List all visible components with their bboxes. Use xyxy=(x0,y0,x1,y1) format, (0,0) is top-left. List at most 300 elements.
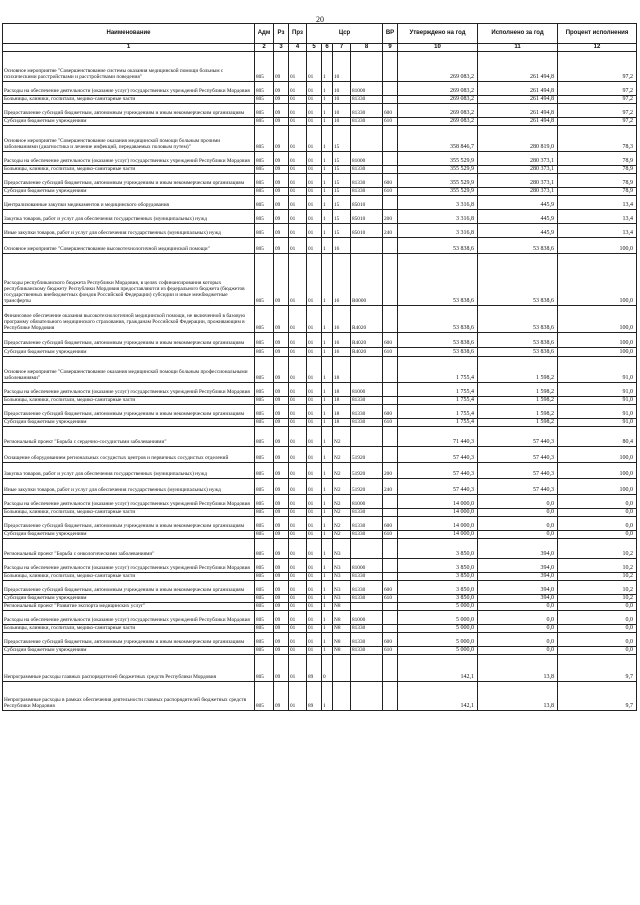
row-csr-1: 01 xyxy=(307,333,322,348)
row-percent: 13,4 xyxy=(558,224,637,238)
row-rz: 09 xyxy=(274,405,289,419)
row-executed: 53 838,6 xyxy=(478,238,558,254)
row-csr-4 xyxy=(351,655,383,682)
row-csr-3: N3 xyxy=(333,573,351,581)
row-csr-4 xyxy=(351,52,383,82)
row-percent: 91,0 xyxy=(558,397,637,405)
row-csr-4: 81000 xyxy=(351,495,383,509)
row-rz: 09 xyxy=(274,348,289,357)
row-csr-2: 1 xyxy=(322,357,333,383)
row-percent: 0,0 xyxy=(558,633,637,647)
row-csr-3: N2 xyxy=(333,509,351,517)
row-csr-2: 1 xyxy=(322,196,333,210)
row-executed: 445,9 xyxy=(478,196,558,210)
row-csr-4: 81330 xyxy=(351,188,383,196)
row-rz: 09 xyxy=(274,531,289,539)
row-percent: 0,0 xyxy=(558,509,637,517)
row-executed: 57 440,3 xyxy=(478,479,558,495)
table-row xyxy=(3,581,637,595)
row-approved: 358 846,7 xyxy=(398,126,478,152)
header-name: Наименование xyxy=(3,24,255,44)
row-csr-3: 15 xyxy=(333,196,351,210)
row-executed: 261 494,8 xyxy=(478,96,558,104)
row-rz: 09 xyxy=(274,196,289,210)
row-csr-3: N3 xyxy=(333,539,351,559)
row-adm: 805 xyxy=(255,152,274,166)
table-row xyxy=(3,254,637,306)
row-prz: 01 xyxy=(289,174,307,188)
row-percent: 78,9 xyxy=(558,174,637,188)
row-rz: 09 xyxy=(274,647,289,655)
row-csr-4 xyxy=(351,357,383,383)
row-approved: 5 000,0 xyxy=(398,625,478,633)
row-rz: 09 xyxy=(274,224,289,238)
row-csr-4: 81000 xyxy=(351,383,383,397)
row-approved: 71 440,3 xyxy=(398,427,478,447)
row-percent: 78,9 xyxy=(558,188,637,196)
row-vr xyxy=(383,152,398,166)
row-executed: 0,0 xyxy=(478,517,558,531)
table-row xyxy=(3,633,637,647)
row-executed: 261 494,8 xyxy=(478,82,558,96)
row-csr-4 xyxy=(351,539,383,559)
row-rz: 09 xyxy=(274,254,289,306)
row-adm: 805 xyxy=(255,682,274,711)
row-executed: 1 598,2 xyxy=(478,357,558,383)
row-csr-3: 18 xyxy=(333,383,351,397)
row-executed: 394,0 xyxy=(478,539,558,559)
row-name: Основное мероприятие "Совершенствование оказания медицинской помощи больным прочими заболеваниями (диагностика и лечение инфекций, передаваемых половым путем)" xyxy=(3,126,255,152)
row-vr xyxy=(383,383,398,397)
row-approved: 5 000,0 xyxy=(398,633,478,647)
row-name: Расходы республиканского бюджета Республики Мордовия, в целях софинансирования которых республиканскому бюджету Республики Мордовия предоставляются из федерального бюджета (бюджетов государственных внебюджетных фондов Российской Федерации) субсидии и иные межбюджетные трансферты xyxy=(3,254,255,306)
row-executed: 1 598,2 xyxy=(478,405,558,419)
row-name: Больницы, клиники, госпитали, медико-санитарные части xyxy=(3,166,255,174)
row-prz: 01 xyxy=(289,210,307,224)
row-adm: 805 xyxy=(255,210,274,224)
table-row xyxy=(3,224,637,238)
row-csr-4: 81330 xyxy=(351,595,383,603)
row-csr-1: 01 xyxy=(307,647,322,655)
row-csr-4: 51920 xyxy=(351,463,383,479)
row-csr-3: 15 xyxy=(333,126,351,152)
row-executed: 57 440,3 xyxy=(478,427,558,447)
row-csr-1: 01 xyxy=(307,603,322,611)
row-csr-4: 81000 xyxy=(351,611,383,625)
row-adm: 805 xyxy=(255,509,274,517)
table-row xyxy=(3,682,637,711)
row-executed: 13,8 xyxy=(478,682,558,711)
row-csr-3: 10 xyxy=(333,118,351,126)
row-name: Расходы на обеспечение деятельности (оказание услуг) государственных учреждений Республики Мордовия xyxy=(3,82,255,96)
row-adm: 805 xyxy=(255,595,274,603)
row-csr-1: 01 xyxy=(307,509,322,517)
row-prz: 01 xyxy=(289,603,307,611)
row-csr-1: 01 xyxy=(307,463,322,479)
row-adm: 805 xyxy=(255,166,274,174)
row-vr: 610 xyxy=(383,531,398,539)
row-name: Региональный проект "Развитие экспорта медицинских услуг" xyxy=(3,603,255,611)
row-adm: 805 xyxy=(255,196,274,210)
table-row xyxy=(3,603,637,611)
row-prz: 01 xyxy=(289,333,307,348)
row-rz: 09 xyxy=(274,306,289,333)
row-csr-1: 01 xyxy=(307,495,322,509)
row-csr-1: 01 xyxy=(307,82,322,96)
row-vr xyxy=(383,603,398,611)
row-adm: 805 xyxy=(255,539,274,559)
row-csr-2: 1 xyxy=(322,509,333,517)
row-executed: 53 838,6 xyxy=(478,254,558,306)
row-csr-3: 10 xyxy=(333,104,351,118)
row-approved: 3 316,8 xyxy=(398,224,478,238)
row-percent: 97,2 xyxy=(558,52,637,82)
row-rz: 09 xyxy=(274,104,289,118)
table-row xyxy=(3,397,637,405)
row-csr-1: 01 xyxy=(307,419,322,427)
row-csr-4: 81330 xyxy=(351,531,383,539)
row-rz: 09 xyxy=(274,633,289,647)
row-name: Больницы, клиники, госпитали, медико-санитарные части xyxy=(3,509,255,517)
row-executed: 394,0 xyxy=(478,573,558,581)
table-row xyxy=(3,196,637,210)
row-adm: 805 xyxy=(255,96,274,104)
row-csr-3: N2 xyxy=(333,531,351,539)
row-csr-3: 16 xyxy=(333,333,351,348)
row-csr-1: 01 xyxy=(307,52,322,82)
column-number: 9 xyxy=(383,44,398,52)
row-approved: 14 000,0 xyxy=(398,531,478,539)
row-name: Закупка товаров, работ и услуг для обеспечения государственных (муниципальных) нужд xyxy=(3,463,255,479)
table-row xyxy=(3,611,637,625)
page-number: 20 xyxy=(316,15,324,24)
row-approved: 5 000,0 xyxy=(398,603,478,611)
row-name: Субсидии бюджетным учреждениям xyxy=(3,118,255,126)
row-executed: 394,0 xyxy=(478,595,558,603)
row-percent: 0,0 xyxy=(558,625,637,633)
row-approved: 3 850,0 xyxy=(398,573,478,581)
row-approved: 3 316,8 xyxy=(398,196,478,210)
column-number: 7 xyxy=(333,44,351,52)
row-csr-3: N8 xyxy=(333,625,351,633)
row-csr-2: 1 xyxy=(322,188,333,196)
row-percent: 91,0 xyxy=(558,419,637,427)
row-approved: 14 000,0 xyxy=(398,509,478,517)
row-prz: 01 xyxy=(289,463,307,479)
row-prz: 01 xyxy=(289,397,307,405)
row-csr-2: 1 xyxy=(322,517,333,531)
row-prz: 01 xyxy=(289,348,307,357)
row-approved: 269 083,2 xyxy=(398,82,478,96)
row-csr-3: 18 xyxy=(333,397,351,405)
row-vr xyxy=(383,655,398,682)
column-number: 11 xyxy=(478,44,558,52)
column-number: 5 xyxy=(307,44,322,52)
row-executed: 445,9 xyxy=(478,224,558,238)
row-prz: 01 xyxy=(289,611,307,625)
row-csr-1: 01 xyxy=(307,196,322,210)
row-name: Региональный проект "Борьба с сердечно-сосудистыми заболеваниями" xyxy=(3,427,255,447)
row-prz: 01 xyxy=(289,306,307,333)
column-number: 10 xyxy=(398,44,478,52)
row-csr-4: 81330 xyxy=(351,405,383,419)
row-executed: 280 373,1 xyxy=(478,152,558,166)
row-csr-3: N8 xyxy=(333,603,351,611)
row-name: Иные закупки товаров, работ и услуг для обеспечения государственных (муниципальных) нужд xyxy=(3,224,255,238)
row-csr-4: 81330 xyxy=(351,581,383,595)
row-rz: 09 xyxy=(274,82,289,96)
row-csr-2: 1 xyxy=(322,463,333,479)
row-rz: 09 xyxy=(274,152,289,166)
row-csr-4: R0000 xyxy=(351,254,383,306)
budget-execution-table xyxy=(2,23,637,711)
row-executed: 0,0 xyxy=(478,625,558,633)
table-row xyxy=(3,104,637,118)
row-adm: 805 xyxy=(255,238,274,254)
row-approved: 14 000,0 xyxy=(398,495,478,509)
table-row xyxy=(3,419,637,427)
row-approved: 1 755,4 xyxy=(398,383,478,397)
row-percent: 13,4 xyxy=(558,196,637,210)
row-adm: 805 xyxy=(255,611,274,625)
row-rz: 09 xyxy=(274,52,289,82)
row-csr-3: N8 xyxy=(333,611,351,625)
row-executed: 0,0 xyxy=(478,531,558,539)
row-csr-2: 1 xyxy=(322,397,333,405)
row-adm: 805 xyxy=(255,655,274,682)
row-adm: 805 xyxy=(255,383,274,397)
table-row xyxy=(3,166,637,174)
row-executed: 1 598,2 xyxy=(478,419,558,427)
row-vr xyxy=(383,238,398,254)
row-csr-1: 01 xyxy=(307,174,322,188)
row-prz: 01 xyxy=(289,427,307,447)
column-number: 12 xyxy=(558,44,637,52)
row-csr-4 xyxy=(351,427,383,447)
row-csr-4: 81330 xyxy=(351,517,383,531)
row-vr xyxy=(383,166,398,174)
row-percent: 13,4 xyxy=(558,210,637,224)
row-percent: 91,0 xyxy=(558,405,637,419)
row-csr-4: 81330 xyxy=(351,104,383,118)
row-prz: 01 xyxy=(289,166,307,174)
row-approved: 269 083,2 xyxy=(398,104,478,118)
row-name: Предоставление субсидий бюджетным, автономным учреждениям и иным некоммерческим организациям xyxy=(3,333,255,348)
row-approved: 355 529,9 xyxy=(398,188,478,196)
row-adm: 805 xyxy=(255,647,274,655)
table-row xyxy=(3,655,637,682)
row-csr-3: 16 xyxy=(333,254,351,306)
row-csr-3: N3 xyxy=(333,595,351,603)
row-csr-1: 01 xyxy=(307,595,322,603)
row-approved: 57 440,3 xyxy=(398,447,478,463)
row-csr-1: 01 xyxy=(307,152,322,166)
row-name: Непрограммные расходы в рамках обеспечения деятельности главных распорядителей бюджетных средств Республики Мордовия xyxy=(3,682,255,711)
row-executed: 280 373,1 xyxy=(478,166,558,174)
row-percent: 100,0 xyxy=(558,333,637,348)
row-csr-1: 01 xyxy=(307,210,322,224)
row-csr-3: 18 xyxy=(333,405,351,419)
row-vr: 610 xyxy=(383,419,398,427)
row-name: Предоставление субсидий бюджетным, автономным учреждениям и иным некоммерческим организациям xyxy=(3,405,255,419)
row-name: Больницы, клиники, госпитали, медико-санитарные части xyxy=(3,397,255,405)
row-adm: 805 xyxy=(255,531,274,539)
row-approved: 269 083,2 xyxy=(398,96,478,104)
row-executed: 13,8 xyxy=(478,655,558,682)
row-name: Основное мероприятие "Совершенствование оказания медицинской помощи больным профессиональными заболеваниями" xyxy=(3,357,255,383)
row-prz: 01 xyxy=(289,539,307,559)
row-csr-2: 1 xyxy=(322,427,333,447)
row-approved: 355 529,9 xyxy=(398,166,478,174)
row-csr-3: N8 xyxy=(333,647,351,655)
row-csr-4: 81330 xyxy=(351,647,383,655)
row-percent: 78,3 xyxy=(558,126,637,152)
row-rz: 09 xyxy=(274,96,289,104)
row-adm: 805 xyxy=(255,82,274,96)
row-adm: 805 xyxy=(255,633,274,647)
row-csr-4: 81330 xyxy=(351,174,383,188)
row-percent: 97,2 xyxy=(558,118,637,126)
row-percent: 97,2 xyxy=(558,104,637,118)
row-vr xyxy=(383,625,398,633)
row-vr xyxy=(383,682,398,711)
row-csr-1: 01 xyxy=(307,531,322,539)
row-approved: 1 755,4 xyxy=(398,419,478,427)
row-percent: 100,0 xyxy=(558,306,637,333)
row-csr-2: 1 xyxy=(322,333,333,348)
row-csr-3: 15 xyxy=(333,210,351,224)
row-csr-4: 85010 xyxy=(351,224,383,238)
row-csr-1: 01 xyxy=(307,224,322,238)
row-rz: 09 xyxy=(274,611,289,625)
row-csr-1: 01 xyxy=(307,383,322,397)
row-rz: 09 xyxy=(274,625,289,633)
row-csr-2: 1 xyxy=(322,573,333,581)
row-rz: 09 xyxy=(274,495,289,509)
row-name: Закупка товаров, работ и услуг для обеспечения государственных (муниципальных) нужд xyxy=(3,210,255,224)
row-executed: 280 373,1 xyxy=(478,174,558,188)
row-vr xyxy=(383,96,398,104)
row-csr-2: 1 xyxy=(322,96,333,104)
row-rz: 09 xyxy=(274,509,289,517)
row-csr-2: 1 xyxy=(322,126,333,152)
row-prz: 01 xyxy=(289,238,307,254)
row-csr-3: 18 xyxy=(333,419,351,427)
row-csr-2: 1 xyxy=(322,383,333,397)
row-csr-4: 81330 xyxy=(351,625,383,633)
row-rz: 09 xyxy=(274,539,289,559)
row-csr-2: 1 xyxy=(322,254,333,306)
row-approved: 355 529,9 xyxy=(398,174,478,188)
table-row xyxy=(3,118,637,126)
row-csr-3: 15 xyxy=(333,224,351,238)
row-prz: 01 xyxy=(289,419,307,427)
row-prz: 01 xyxy=(289,96,307,104)
row-approved: 3 316,8 xyxy=(398,210,478,224)
row-name: Больницы, клиники, госпитали, медико-санитарные части xyxy=(3,573,255,581)
row-vr: 600 xyxy=(383,405,398,419)
row-approved: 57 440,3 xyxy=(398,463,478,479)
row-name: Субсидии бюджетным учреждениям xyxy=(3,647,255,655)
row-csr-4: 81330 xyxy=(351,633,383,647)
row-rz: 09 xyxy=(274,210,289,224)
row-vr xyxy=(383,306,398,333)
row-csr-3: N2 xyxy=(333,517,351,531)
row-vr xyxy=(383,196,398,210)
row-prz: 01 xyxy=(289,104,307,118)
row-prz: 01 xyxy=(289,509,307,517)
row-percent: 10,2 xyxy=(558,595,637,603)
row-csr-4: 51920 xyxy=(351,447,383,463)
column-numbers-row xyxy=(3,44,637,52)
row-vr: 610 xyxy=(383,595,398,603)
row-vr xyxy=(383,573,398,581)
row-prz: 01 xyxy=(289,383,307,397)
row-csr-2: 1 xyxy=(322,682,333,711)
row-vr: 240 xyxy=(383,479,398,495)
table-row xyxy=(3,509,637,517)
row-rz: 09 xyxy=(274,397,289,405)
table-row xyxy=(3,495,637,509)
row-approved: 3 850,0 xyxy=(398,595,478,603)
column-number: 2 xyxy=(255,44,274,52)
row-csr-1: 01 xyxy=(307,427,322,447)
row-csr-1: 01 xyxy=(307,625,322,633)
row-vr xyxy=(383,254,398,306)
row-rz: 09 xyxy=(274,126,289,152)
row-approved: 142,1 xyxy=(398,655,478,682)
row-executed: 0,0 xyxy=(478,611,558,625)
table-row xyxy=(3,447,637,463)
row-csr-2: 1 xyxy=(322,224,333,238)
row-csr-3: 16 xyxy=(333,306,351,333)
row-csr-3: 16 xyxy=(333,238,351,254)
row-adm: 805 xyxy=(255,479,274,495)
row-csr-2: 1 xyxy=(322,174,333,188)
row-name: Основное мероприятие "Совершенствование высокотехнологичной медицинской помощи" xyxy=(3,238,255,254)
row-percent: 10,2 xyxy=(558,581,637,595)
row-vr: 610 xyxy=(383,647,398,655)
row-csr-1: 01 xyxy=(307,238,322,254)
table-row xyxy=(3,306,637,333)
row-prz: 01 xyxy=(289,447,307,463)
row-executed: 0,0 xyxy=(478,509,558,517)
row-percent: 0,0 xyxy=(558,495,637,509)
row-rz: 09 xyxy=(274,517,289,531)
row-executed: 0,0 xyxy=(478,495,558,509)
row-adm: 805 xyxy=(255,495,274,509)
row-approved: 1 755,4 xyxy=(398,405,478,419)
table-row xyxy=(3,463,637,479)
row-vr: 600 xyxy=(383,581,398,595)
row-vr: 600 xyxy=(383,633,398,647)
row-rz: 09 xyxy=(274,166,289,174)
row-executed: 445,9 xyxy=(478,210,558,224)
row-percent: 0,0 xyxy=(558,531,637,539)
row-rz: 09 xyxy=(274,479,289,495)
row-csr-2: 1 xyxy=(322,166,333,174)
row-prz: 01 xyxy=(289,188,307,196)
row-percent: 91,0 xyxy=(558,383,637,397)
row-csr-3: N2 xyxy=(333,479,351,495)
row-prz: 01 xyxy=(289,224,307,238)
row-rz: 09 xyxy=(274,655,289,682)
table-row xyxy=(3,383,637,397)
row-csr-1: 01 xyxy=(307,166,322,174)
row-name: Основное мероприятие "Совершенствование системы оказания медицинской помощи больным с психическими расстройствами и расстройствами поведения" xyxy=(3,52,255,82)
row-adm: 805 xyxy=(255,419,274,427)
row-csr-4: 85010 xyxy=(351,196,383,210)
